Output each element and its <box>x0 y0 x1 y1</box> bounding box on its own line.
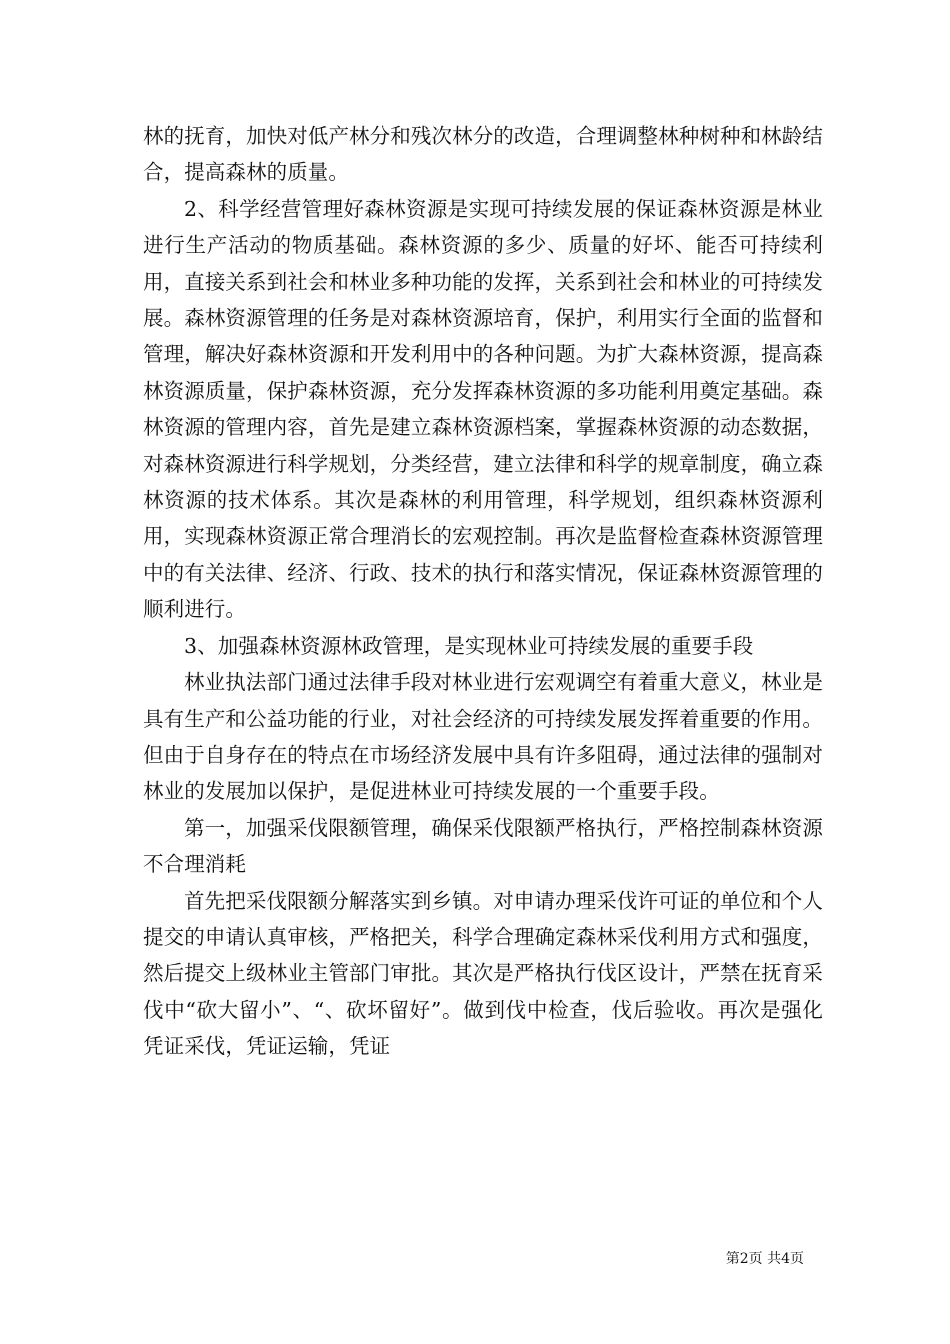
paragraph-2: 2、科学经营管理好森林资源是实现可持续发展的保证森林资源是林业进行生产活动的物质基础。森林资源的多少、质量的好坏、能否可持续利用，直接关系到社会和林业多种功能的发挥，关系到社会和林业的可持续发展。森林资源管理的任务是对森林资源培育，保护，利用实行全面的监督和管理，解决好森林资源和开发利用中的各种问题。为扩大森林资源，提高森林资源质量，保护森林资源，充分发挥森林资源的多功能利用奠定基础。森林资源的管理内容，首先是建立森林资源档案，掌握森林资源的动态数据，对森林资源进行科学规划，分类经营，建立法律和科学的规章制度，确立森林资源的技术体系。其次是森林的利用管理，科学规划，组织森林资源利用，实现森林资源正常合理消长的宏观控制。再次是监督检查森林资源管理中的有关法律、经济、行政、技术的执行和落实情况，保证森林资源管理的顺利进行。 <box>143 196 823 622</box>
paragraph-quota-detail: 首先把采伐限额分解落实到乡镇。对申请办理采伐许可证的单位和个人提交的申请认真审核，严格把关，科学合理确定森林采伐利用方式和强度，然后提交上级林业主管部门审批。其次是严格执行伐区设计，严禁在抚育采伐中“砍大留小”、“、砍坏留好”。做到伐中检查，伐后验收。再次是强化凭证采伐，凭证运输，凭证 <box>143 888 823 1059</box>
paragraph-first-point: 第一，加强采伐限额管理，确保采伐限额严格执行，严格控制森林资源不合理消耗 <box>143 815 823 877</box>
paragraph-3-heading: 3、加强森林资源林政管理，是实现林业可持续发展的重要手段 <box>184 633 754 658</box>
page-number-footer: 第2页 共4页 <box>725 1251 804 1267</box>
document-body <box>143 118 823 1065</box>
paragraph-law-enforcement: 林业执法部门通过法律手段对林业进行宏观调空有着重大意义，林业是具有生产和公益功能的行业，对社会经济的可持续发展发挥着重要的作用。但由于自身存在的特点在市场经济发展中具有许多阻碍，通过法律的强制对林业的发展加以保护，是促进林业可持续发展的一个重要手段。 <box>143 670 823 804</box>
paragraph-continued: 林的抚育，加快对低产林分和残次林分的改造，合理调整林种树种和林龄结合，提高森林的质量。 <box>143 124 823 185</box>
